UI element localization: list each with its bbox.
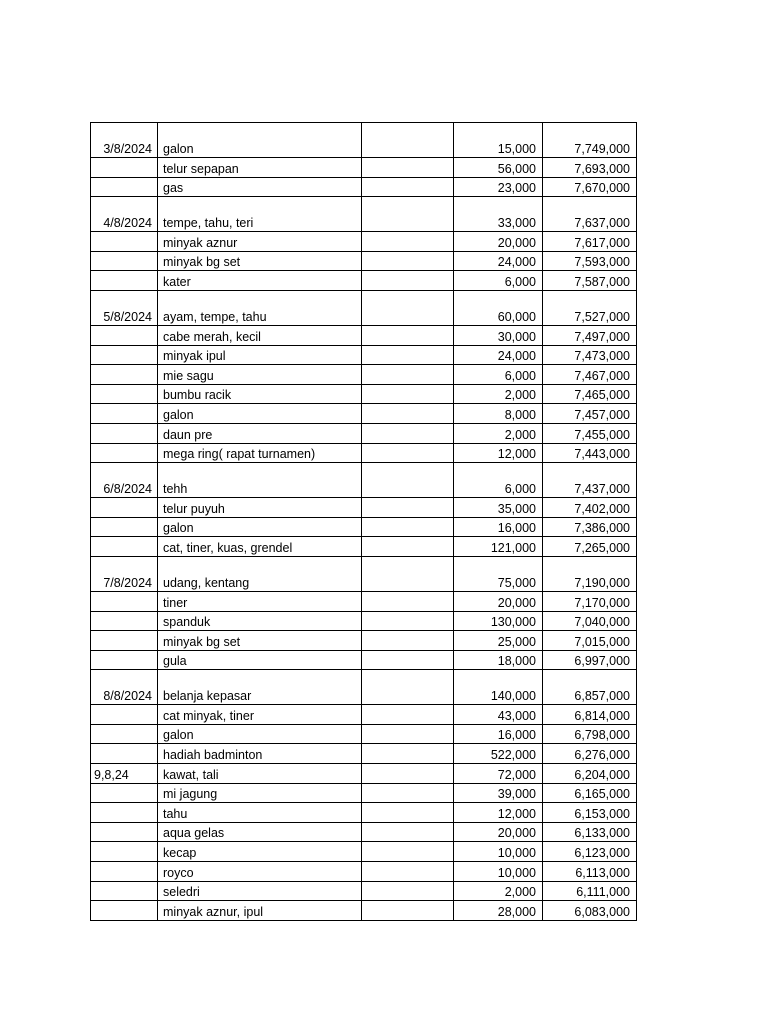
- date-cell: [91, 650, 158, 670]
- balance-cell: 7,170,000: [543, 591, 637, 611]
- balance-cell: 7,190,000: [543, 556, 637, 591]
- table-row: [91, 197, 637, 232]
- amount-cell: 30,000: [454, 325, 543, 345]
- item-cell: belanja kepasar: [158, 670, 362, 705]
- amount-cell: 20,000: [454, 591, 543, 611]
- date-cell: [91, 345, 158, 365]
- balance-cell: 7,587,000: [543, 271, 637, 291]
- date-cell: [91, 611, 158, 631]
- amount-cell: 75,000: [454, 556, 543, 591]
- table-row: [91, 423, 637, 443]
- amount-cell: 15,000: [454, 123, 543, 158]
- notes-cell: [362, 631, 454, 651]
- notes-cell: [362, 901, 454, 921]
- balance-cell: 6,276,000: [543, 744, 637, 764]
- table-row: [91, 881, 637, 901]
- table-row: [91, 404, 637, 424]
- amount-cell: 24,000: [454, 251, 543, 271]
- balance-cell: 7,527,000: [543, 290, 637, 325]
- date-cell: [91, 783, 158, 803]
- notes-cell: [362, 611, 454, 631]
- balance-cell: 7,670,000: [543, 177, 637, 197]
- date-cell: [91, 862, 158, 882]
- table-row: [91, 232, 637, 252]
- notes-cell: [362, 325, 454, 345]
- balance-cell: 7,637,000: [543, 197, 637, 232]
- balance-cell: 6,857,000: [543, 670, 637, 705]
- item-cell: seledri: [158, 881, 362, 901]
- table-row: [91, 862, 637, 882]
- balance-cell: 7,402,000: [543, 498, 637, 518]
- date-cell: 9,8,24: [91, 764, 158, 784]
- amount-cell: 6,000: [454, 365, 543, 385]
- date-cell: [91, 158, 158, 178]
- table-row: [91, 842, 637, 862]
- table-row: [91, 384, 637, 404]
- date-cell: [91, 232, 158, 252]
- date-cell: [91, 423, 158, 443]
- date-cell: [91, 404, 158, 424]
- amount-cell: 10,000: [454, 862, 543, 882]
- item-cell: mie sagu: [158, 365, 362, 385]
- item-cell: minyak bg set: [158, 251, 362, 271]
- table-row: [91, 123, 637, 158]
- date-cell: [91, 705, 158, 725]
- notes-cell: [362, 517, 454, 537]
- notes-cell: [362, 290, 454, 325]
- table-row: [91, 650, 637, 670]
- item-cell: tahu: [158, 803, 362, 823]
- date-cell: [91, 901, 158, 921]
- balance-cell: 6,814,000: [543, 705, 637, 725]
- balance-cell: 7,473,000: [543, 345, 637, 365]
- table-row: [91, 345, 637, 365]
- item-cell: kecap: [158, 842, 362, 862]
- date-cell: 3/8/2024: [91, 123, 158, 158]
- item-cell: tehh: [158, 463, 362, 498]
- date-cell: [91, 881, 158, 901]
- date-cell: 7/8/2024: [91, 556, 158, 591]
- notes-cell: [362, 177, 454, 197]
- table-row: [91, 611, 637, 631]
- amount-cell: 121,000: [454, 537, 543, 557]
- item-cell: minyak aznur: [158, 232, 362, 252]
- item-cell: ayam, tempe, tahu: [158, 290, 362, 325]
- item-cell: udang, kentang: [158, 556, 362, 591]
- balance-cell: 7,386,000: [543, 517, 637, 537]
- notes-cell: [362, 423, 454, 443]
- balance-cell: 7,015,000: [543, 631, 637, 651]
- notes-cell: [362, 744, 454, 764]
- item-cell: galon: [158, 517, 362, 537]
- balance-cell: 7,265,000: [543, 537, 637, 557]
- date-cell: [91, 591, 158, 611]
- balance-cell: 6,204,000: [543, 764, 637, 784]
- table-row: [91, 537, 637, 557]
- amount-cell: 35,000: [454, 498, 543, 518]
- table-row: [91, 631, 637, 651]
- amount-cell: 2,000: [454, 881, 543, 901]
- item-cell: telur sepapan: [158, 158, 362, 178]
- date-cell: [91, 803, 158, 823]
- date-cell: 6/8/2024: [91, 463, 158, 498]
- balance-cell: 7,443,000: [543, 443, 637, 463]
- notes-cell: [362, 345, 454, 365]
- balance-cell: 7,465,000: [543, 384, 637, 404]
- item-cell: bumbu racik: [158, 384, 362, 404]
- balance-cell: 7,437,000: [543, 463, 637, 498]
- amount-cell: 16,000: [454, 517, 543, 537]
- item-cell: tiner: [158, 591, 362, 611]
- date-cell: 5/8/2024: [91, 290, 158, 325]
- balance-cell: 7,457,000: [543, 404, 637, 424]
- amount-cell: 522,000: [454, 744, 543, 764]
- date-cell: [91, 325, 158, 345]
- amount-cell: 28,000: [454, 901, 543, 921]
- notes-cell: [362, 764, 454, 784]
- date-cell: [91, 724, 158, 744]
- item-cell: cabe merah, kecil: [158, 325, 362, 345]
- amount-cell: 16,000: [454, 724, 543, 744]
- date-cell: 8/8/2024: [91, 670, 158, 705]
- balance-cell: 6,997,000: [543, 650, 637, 670]
- notes-cell: [362, 123, 454, 158]
- notes-cell: [362, 158, 454, 178]
- table-row: [91, 325, 637, 345]
- item-cell: minyak bg set: [158, 631, 362, 651]
- notes-cell: [362, 783, 454, 803]
- notes-cell: [362, 232, 454, 252]
- item-cell: telur puyuh: [158, 498, 362, 518]
- balance-cell: 6,123,000: [543, 842, 637, 862]
- item-cell: galon: [158, 404, 362, 424]
- date-cell: 4/8/2024: [91, 197, 158, 232]
- amount-cell: 60,000: [454, 290, 543, 325]
- item-cell: cat minyak, tiner: [158, 705, 362, 725]
- balance-cell: 7,467,000: [543, 365, 637, 385]
- table-row: [91, 744, 637, 764]
- notes-cell: [362, 443, 454, 463]
- item-cell: galon: [158, 724, 362, 744]
- balance-cell: 6,111,000: [543, 881, 637, 901]
- notes-cell: [362, 881, 454, 901]
- table-row: [91, 783, 637, 803]
- table-row: [91, 443, 637, 463]
- notes-cell: [362, 670, 454, 705]
- table-row: [91, 705, 637, 725]
- amount-cell: 20,000: [454, 822, 543, 842]
- amount-cell: 23,000: [454, 177, 543, 197]
- notes-cell: [362, 251, 454, 271]
- notes-cell: [362, 822, 454, 842]
- table-row: [91, 290, 637, 325]
- item-cell: galon: [158, 123, 362, 158]
- item-cell: mi jagung: [158, 783, 362, 803]
- item-cell: mega ring( rapat turnamen): [158, 443, 362, 463]
- item-cell: tempe, tahu, teri: [158, 197, 362, 232]
- expense-table-body: [91, 123, 637, 921]
- date-cell: [91, 842, 158, 862]
- item-cell: aqua gelas: [158, 822, 362, 842]
- item-cell: cat, tiner, kuas, grendel: [158, 537, 362, 557]
- date-cell: [91, 498, 158, 518]
- table-row: [91, 901, 637, 921]
- amount-cell: 72,000: [454, 764, 543, 784]
- table-row: [91, 365, 637, 385]
- date-cell: [91, 177, 158, 197]
- date-cell: [91, 251, 158, 271]
- balance-cell: 7,593,000: [543, 251, 637, 271]
- amount-cell: 12,000: [454, 803, 543, 823]
- notes-cell: [362, 384, 454, 404]
- amount-cell: 18,000: [454, 650, 543, 670]
- notes-cell: [362, 591, 454, 611]
- table-row: [91, 158, 637, 178]
- amount-cell: 6,000: [454, 271, 543, 291]
- amount-cell: 6,000: [454, 463, 543, 498]
- balance-cell: 7,455,000: [543, 423, 637, 443]
- table-row: [91, 517, 637, 537]
- table-row: [91, 556, 637, 591]
- item-cell: kawat, tali: [158, 764, 362, 784]
- balance-cell: 6,133,000: [543, 822, 637, 842]
- date-cell: [91, 517, 158, 537]
- balance-cell: 7,749,000: [543, 123, 637, 158]
- amount-cell: 33,000: [454, 197, 543, 232]
- notes-cell: [362, 842, 454, 862]
- amount-cell: 10,000: [454, 842, 543, 862]
- notes-cell: [362, 724, 454, 744]
- balance-cell: 7,497,000: [543, 325, 637, 345]
- amount-cell: 130,000: [454, 611, 543, 631]
- amount-cell: 20,000: [454, 232, 543, 252]
- item-cell: spanduk: [158, 611, 362, 631]
- date-cell: [91, 822, 158, 842]
- table-row: [91, 803, 637, 823]
- table-row: [91, 463, 637, 498]
- item-cell: gas: [158, 177, 362, 197]
- table-row: [91, 177, 637, 197]
- amount-cell: 43,000: [454, 705, 543, 725]
- table-row: [91, 251, 637, 271]
- notes-cell: [362, 556, 454, 591]
- balance-cell: 6,083,000: [543, 901, 637, 921]
- notes-cell: [362, 498, 454, 518]
- date-cell: [91, 744, 158, 764]
- amount-cell: 2,000: [454, 423, 543, 443]
- item-cell: minyak ipul: [158, 345, 362, 365]
- table-row: [91, 271, 637, 291]
- amount-cell: 140,000: [454, 670, 543, 705]
- amount-cell: 39,000: [454, 783, 543, 803]
- amount-cell: 8,000: [454, 404, 543, 424]
- table-row: [91, 764, 637, 784]
- expense-table: [90, 122, 637, 921]
- item-cell: hadiah badminton: [158, 744, 362, 764]
- amount-cell: 2,000: [454, 384, 543, 404]
- item-cell: minyak aznur, ipul: [158, 901, 362, 921]
- item-cell: gula: [158, 650, 362, 670]
- balance-cell: 6,165,000: [543, 783, 637, 803]
- table-row: [91, 591, 637, 611]
- notes-cell: [362, 803, 454, 823]
- date-cell: [91, 365, 158, 385]
- amount-cell: 24,000: [454, 345, 543, 365]
- table-row: [91, 498, 637, 518]
- balance-cell: 7,040,000: [543, 611, 637, 631]
- date-cell: [91, 537, 158, 557]
- date-cell: [91, 631, 158, 651]
- balance-cell: 6,113,000: [543, 862, 637, 882]
- date-cell: [91, 384, 158, 404]
- amount-cell: 56,000: [454, 158, 543, 178]
- amount-cell: 25,000: [454, 631, 543, 651]
- notes-cell: [362, 862, 454, 882]
- notes-cell: [362, 365, 454, 385]
- notes-cell: [362, 705, 454, 725]
- notes-cell: [362, 271, 454, 291]
- balance-cell: 7,617,000: [543, 232, 637, 252]
- table-row: [91, 822, 637, 842]
- amount-cell: 12,000: [454, 443, 543, 463]
- item-cell: daun pre: [158, 423, 362, 443]
- table-row: [91, 724, 637, 744]
- balance-cell: 6,153,000: [543, 803, 637, 823]
- notes-cell: [362, 197, 454, 232]
- notes-cell: [362, 650, 454, 670]
- notes-cell: [362, 463, 454, 498]
- balance-cell: 7,693,000: [543, 158, 637, 178]
- notes-cell: [362, 404, 454, 424]
- notes-cell: [362, 537, 454, 557]
- item-cell: kater: [158, 271, 362, 291]
- date-cell: [91, 271, 158, 291]
- balance-cell: 6,798,000: [543, 724, 637, 744]
- item-cell: royco: [158, 862, 362, 882]
- table-row: [91, 670, 637, 705]
- date-cell: [91, 443, 158, 463]
